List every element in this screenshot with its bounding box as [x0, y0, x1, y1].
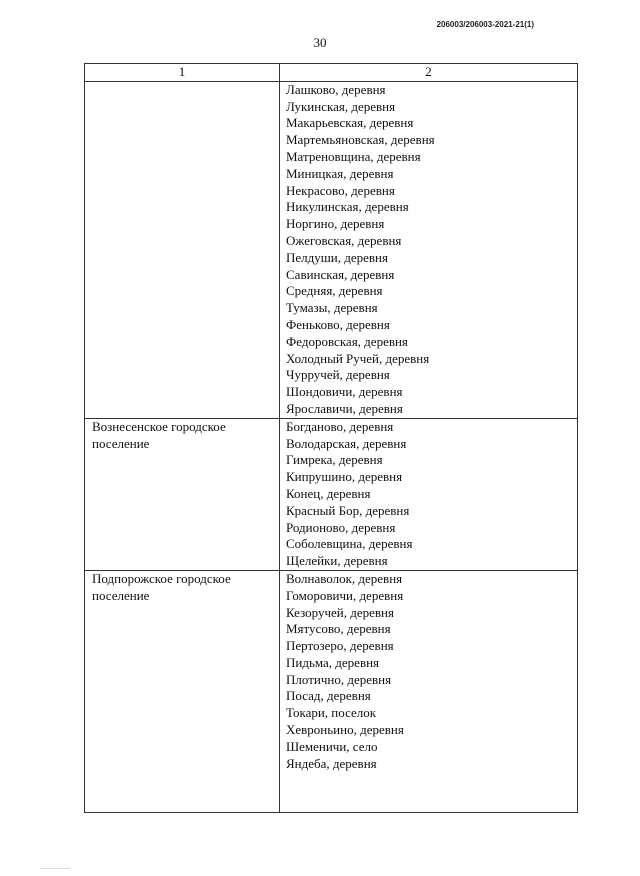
settlement-item: Мятусово, деревня	[286, 621, 391, 637]
table-row	[85, 81, 578, 418]
settlements-table	[84, 63, 578, 813]
settlement-item: Богданово, деревня	[286, 418, 394, 434]
settlement-item: Шондовичи, деревня	[286, 384, 403, 400]
settlement-item: Савинская, деревня	[286, 266, 395, 282]
settlement-item: Посад, деревня	[286, 688, 371, 704]
settlement-item: Никулинская, деревня	[286, 199, 409, 215]
settlement-item: Норгино, деревня	[286, 216, 385, 232]
settlement-item: Конец, деревня	[286, 485, 371, 501]
settlement-item: Ярославичи, деревня	[286, 400, 403, 416]
settlement-item: Тумазы, деревня	[286, 300, 378, 316]
settlement-item: Лукинская, деревня	[286, 98, 396, 114]
settlement-item: Феньково, деревня	[286, 316, 390, 332]
settlement-item: Плотично, деревня	[286, 671, 392, 687]
settlement-item: Макарьевская, деревня	[286, 115, 414, 131]
table-header-row	[85, 64, 578, 82]
district-cell	[85, 418, 280, 570]
settlement-item: Соболевщина, деревня	[286, 536, 413, 552]
settlement-item: Яндеба, деревня	[286, 755, 377, 771]
column-header-2: 2	[280, 64, 578, 82]
column-header-1: 1	[85, 64, 280, 82]
settlement-item: Пидьма, деревня	[286, 654, 380, 670]
settlement-item: Шеменичи, село	[286, 738, 378, 754]
settlement-item: Лашково, деревня	[286, 81, 386, 97]
settlement-item: Хевроньино, деревня	[286, 722, 404, 738]
district-cell	[85, 570, 280, 813]
district-name: Вознесенское городское поселение	[92, 418, 226, 451]
settlement-item: Миницкая, деревня	[286, 165, 394, 181]
settlement-item: Холодный Ручей, деревня	[286, 350, 430, 366]
settlement-item: Пертозеро, деревня	[286, 638, 394, 654]
district-name: Подпорожское городское поселение	[92, 570, 231, 603]
settlement-item: Некрасово, деревня	[286, 182, 395, 198]
settlement-item: Ожеговская, деревня	[286, 232, 402, 248]
settlement-item: Кезоручей, деревня	[286, 604, 394, 620]
settlement-item: Средняя, деревня	[286, 283, 383, 299]
settlement-item: Федоровская, деревня	[286, 333, 408, 349]
table-row	[85, 570, 578, 813]
settlement-item: Матреновщина, деревня	[286, 148, 421, 164]
settlement-item: Волнаволок, деревня	[286, 570, 403, 586]
settlement-item: Пелдуши, деревня	[286, 249, 388, 265]
cell-blank-space	[286, 772, 577, 812]
settlement-item: Родионово, деревня	[286, 519, 396, 535]
settlement-item: Гоморовичи, деревня	[286, 587, 404, 603]
settlement-item: Токари, поселок	[286, 705, 377, 721]
settlement-item: Мартемьяновская, деревня	[286, 132, 435, 148]
page-number: 30	[313, 35, 327, 50]
district-cell	[85, 81, 280, 418]
settlement-item: Володарская, деревня	[286, 435, 407, 451]
settlement-item: Красный Бор, деревня	[286, 502, 410, 518]
settlement-item: Кипрушино, деревня	[286, 469, 403, 485]
settlement-item: Гимрека, деревня	[286, 452, 383, 468]
settlements-cell	[280, 418, 578, 570]
scan-artifact	[40, 868, 70, 869]
settlement-item: Чурручей, деревня	[286, 367, 390, 383]
settlement-item: Щелейки, деревня	[286, 553, 388, 569]
settlements-cell	[280, 570, 578, 813]
document-id: 206003/206003-2021-21(1)	[436, 20, 534, 29]
settlements-cell	[280, 81, 578, 418]
table-row	[85, 418, 578, 570]
